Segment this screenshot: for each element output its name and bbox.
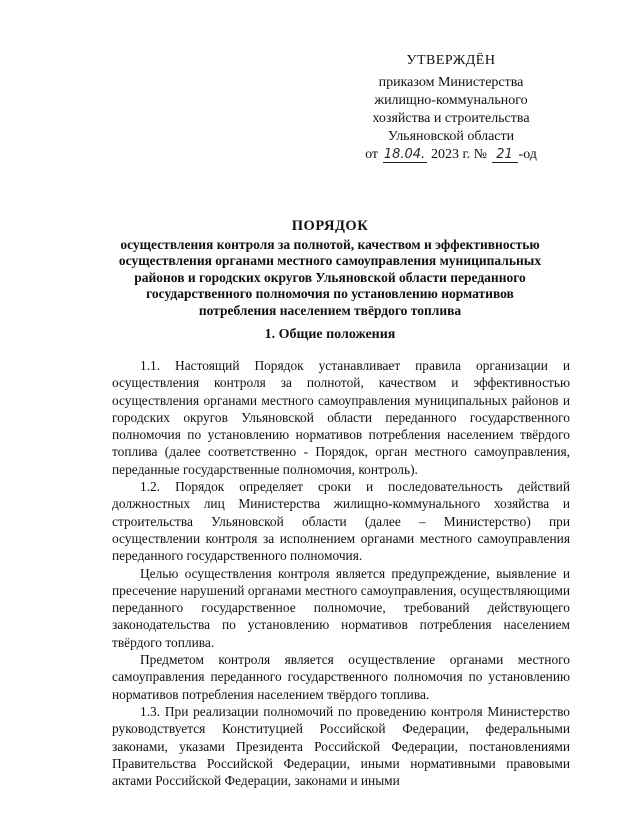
handwritten-number: 21 bbox=[492, 148, 518, 163]
document-subtitle-line: осуществления контроля за полнотой, качеством и эффективностью bbox=[120, 236, 540, 252]
paragraph: Целью осуществления контроля является предупреждение, выявление и пресечение нарушений органами местного самоуправления, осуществляющими переданного государственное полномочие, требований действующего законодательства по установлению нормативов потребления населением твёрдого топлива. bbox=[112, 565, 570, 650]
document-body bbox=[112, 357, 570, 789]
paragraph: 1.3. При реализации полномочий по проведению контроля Министерство руководствуется Конституцией Российской Федерации, федеральными законами, указами Президента Российской Федерации, постановлениями Правительства Российской Федерации, иными нормативными правовыми актами Российской Федерации, законами и иными bbox=[112, 703, 570, 789]
approval-block bbox=[356, 52, 546, 164]
document-subtitle-line: потребления населением твёрдого топлива bbox=[198, 302, 462, 318]
approval-title: УТВЕРЖДЁН bbox=[406, 53, 496, 68]
document-subtitle-line: районов и городских округов Ульяновской области переданного bbox=[134, 269, 526, 285]
approval-line: жилищно-коммунального bbox=[374, 93, 528, 108]
date-year: 2023 г. № bbox=[431, 147, 488, 162]
document-title bbox=[90, 218, 570, 319]
approval-date-line bbox=[356, 146, 546, 164]
date-prefix: от bbox=[365, 147, 378, 162]
handwritten-date: 18.04. bbox=[383, 147, 426, 162]
approval-line: приказом Министерства bbox=[378, 75, 524, 90]
document-subtitle-line: государственного полномочия по установлению нормативов bbox=[146, 286, 514, 301]
paragraph: 1.2. Порядок определяет сроки и последовательность действий должностных лиц Министерства жилищно-коммунального хозяйства и строительства Ульяновской области (далее – Министерство) при осуществлении контроля за исполнением органами местного самоуправления переданного государственного полномочия. bbox=[112, 479, 570, 564]
document-title-main: ПОРЯДОК bbox=[291, 218, 369, 234]
approval-line: Ульяновской области bbox=[387, 129, 515, 144]
section-heading: 1. Общие положения bbox=[264, 327, 396, 342]
paragraph: 1.1. Настоящий Порядок устанавливает правила организации и осуществления контроля за полнотой, качеством и эффективностью осуществления органами местного самоуправления муниципальных районов и городских округов Ульяновской области переданного государственного полномочия по установлению нормативов потребления населением твёрдого топлива (далее соответственно - Порядок, орган местного самоуправления, переданные государственные полномочия, контроль). bbox=[112, 358, 570, 477]
document-subtitle-line: осуществления органами местного самоуправления муниципальных bbox=[118, 253, 542, 268]
number-suffix: -од bbox=[518, 147, 537, 162]
approval-line: хозяйства и строительства bbox=[372, 111, 530, 126]
paragraph: Предметом контроля является осуществление органами местного самоуправления переданного государственного полномочия по установлению нормативов потребления населением твёрдого топлива. bbox=[112, 652, 570, 702]
